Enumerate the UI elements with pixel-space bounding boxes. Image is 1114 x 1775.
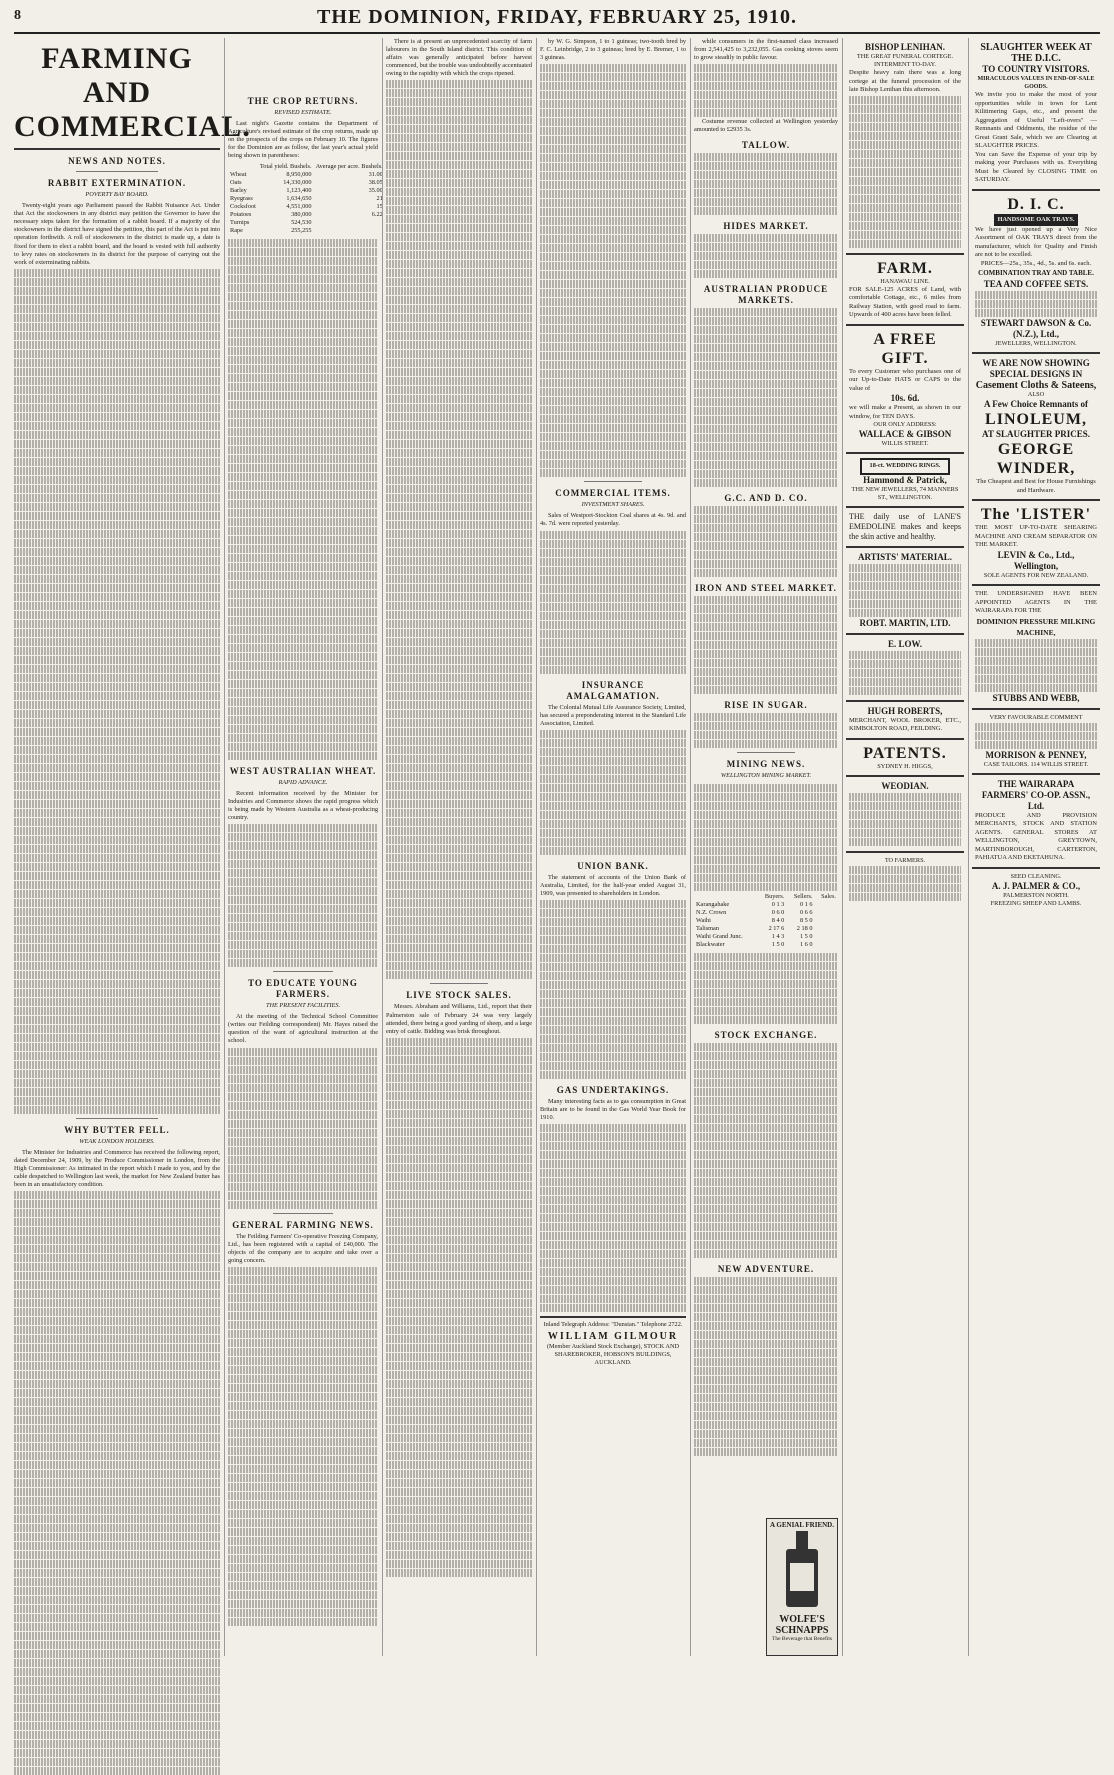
ad-heading: FARM. (877, 259, 933, 277)
ad-tagline: SOLE AGENTS FOR NEW ZEALAND. (983, 571, 1089, 579)
ad-subheading: TEA AND COFFEE SETS. (983, 279, 1089, 290)
table-row: Waihi 8 4 0 8 5 0 (696, 916, 813, 924)
ad-heading: BISHOP LENIHAN. (864, 42, 946, 52)
free-gift-advert (846, 326, 964, 455)
ad-tagline: The Beverage that Benefits (771, 1636, 833, 1642)
story-heading: RABBIT EXTERMINATION. (47, 178, 187, 188)
table-row: Ryegrass 1,634,650 21 (230, 194, 383, 202)
ad-text: We invite you to make the most of your opportunities while in town for Lent Kilitimering Gaps, etc., and present the Aggregation of Useful "Left-overs" — Remnants and Oddments, the residue of the Great Grant Sale, which we are Clearing at SLAUGHTER PRICES. (975, 91, 1097, 150)
winder-advert (972, 354, 1100, 501)
column-6 (846, 38, 964, 1656)
ad-street: WILLIS STREET. (881, 440, 929, 448)
ad-firm: ROBT. MARTIN, LTD. (859, 617, 951, 628)
story-text: Sales of Westport-Stockton Coal shares at 4s. 9d. and 4s. 7d. were reported yesterday. (540, 512, 686, 528)
story-subheading: WELLINGTON MINING MARKET. (720, 772, 812, 780)
ad-heading: ARTISTS' MATERIAL. (857, 551, 953, 562)
roberts-advert (846, 702, 964, 740)
column-4 (540, 38, 686, 1656)
column-7 (972, 38, 1100, 1656)
ad-subheading: INTERMENT TO-DAY. (874, 61, 936, 69)
story-text: At the meeting of the Technical School Committee (writes our Feilding correspondent) Mr. Hayes raised the question of the want of agricultural instruction at the school. (228, 1013, 378, 1045)
ad-telegraph: Inland Telegraph Address: "Dunstan." Telephone 2722. (543, 1321, 683, 1329)
ad-heading: THE WAIRARAPA FARMERS' CO-OP. ASSN., Ltd. (981, 778, 1091, 811)
column-3 (386, 38, 532, 1656)
dic-slaughter-advert (972, 38, 1100, 191)
ad-subheading: MIRACULOUS VALUES IN END-OF-SALE GOODS. (977, 76, 1095, 91)
farm-advert (846, 255, 964, 326)
story-subheading: THE PRESENT FACILITIES. (265, 1002, 341, 1010)
story-text: The Minister for Industries and Commerce has received the following report, dated December 24, 1909, by the Produce Commissioner in London, from the High Commissioner: As intimated in the report which I made to you, and by the cable despatched to Wellington last week, the market for New Zealand butter has been in an unsatisfactory condition. (14, 1148, 220, 1189)
patents-advert (846, 740, 964, 777)
story-heading: MINING NEWS. (726, 759, 806, 770)
ad-subheading: COMBINATION TRAY AND TABLE. (978, 269, 1094, 278)
ad-text: we will make a Present, as shown in our window, for TEN DAYS. (849, 404, 961, 420)
story-heading: TO EDUCATE YOUNG FARMERS. (248, 978, 358, 1000)
dic-logo: D. I. C. (1007, 195, 1065, 213)
farmers-advert (846, 853, 964, 906)
ad-text: You can Save the Expense of your trip by making your Purchases with us. Everything Must be Cleared by CLOSING TIME on SATURDAY. (975, 150, 1097, 184)
table-row: Oats 14,330,000 38.05 (230, 178, 383, 186)
ad-heading: VERY FAVOURABLE COMMENT (989, 713, 1083, 721)
story-heading: AUSTRALIAN PRODUCE MARKETS. (703, 284, 829, 306)
story-subheading: REVISED ESTIMATE. (274, 109, 332, 116)
ad-line: LINOLEUM, (985, 411, 1087, 429)
ad-firm: WALLACE & GIBSON (858, 429, 952, 440)
ad-heading: A FREE GIFT. (873, 330, 937, 367)
ad-heading: WOLFE'S SCHNAPPS (775, 1614, 829, 1636)
ad-firm: Hammond & Patrick, (863, 474, 947, 485)
ad-text: FOR SALE-125 ACRES of Land, with comfortable Cottage, etc., 6 miles from Railway Station, with good road to farm. Upwards of 400 acres have been felled. (849, 285, 961, 319)
story-text: by W. G. Simpson, 1 to 1 guineas; two-tooth bred by F. C. Leinbridge, 2 to 3 guineas; bred by E. Bremer, 1 to 3 guineas. (540, 38, 686, 62)
column-1 (14, 38, 251, 1656)
ad-heading: 18-ct. WEDDING RINGS. (860, 458, 951, 474)
table-row: Potatoes 380,000 6.22 (230, 210, 383, 218)
milking-machine-advert (972, 586, 1100, 710)
ad-heading: SLAUGHTER WEEK AT THE D.I.C. (980, 42, 1092, 64)
ad-heading: FREEZING SHEEP AND LAMBS. (990, 899, 1082, 907)
ad-city: JEWELLERS, WELLINGTON. (995, 340, 1077, 348)
story-text: The Colonial Mutual Life Assurance Society, Limited, has secured a preponderating interest in the Standard Life Association, Limited. (540, 703, 686, 727)
column-2 (228, 38, 383, 1656)
table-row: N.Z. Crown 0 6 0 0 6 6 (696, 908, 813, 916)
ad-line: A Few Choice Remnants of (984, 399, 1088, 410)
ad-prices: PRICES—25s., 35s., 4d., 5s. and 6s. each. (980, 259, 1092, 267)
story-text: Recent information received by the Minister for Industries and Commerce shows the rapid progress which is being made by Western Australia as a wheat-producing country. (228, 789, 378, 821)
table-row: Talisman 2 17 6 2 18 0 (696, 924, 813, 932)
ad-heading: HANDSOME OAK TRAYS. (994, 214, 1079, 226)
ad-text: THE UNDERSIGNED HAVE BEEN APPOINTED AGENTS IN THE WAIRARAPA FOR THE (975, 590, 1097, 615)
story-text: Last night's Gazette contains the Department of Agriculture's revised estimate of the crop returns, made up on the prospects of the crops on February 10. The figures for the Dominion are as follow, the last year's actual yield being shown in parentheses: (228, 120, 378, 160)
table-row: Turnips 524,530 (230, 218, 312, 226)
masthead (14, 6, 1100, 34)
morrison-advert (972, 710, 1100, 775)
story-heading: STOCK EXCHANGE. (714, 1029, 818, 1040)
story-heading: GAS UNDERTAKINGS. (556, 1085, 670, 1096)
section-title: FARMING AND COMMERCIAL. (14, 42, 220, 150)
ad-heading: TO FARMERS. (884, 856, 926, 864)
ad-role: (Member Auckland Stock Exchange), STOCK AND SHAREBROKER, HOBSON'S BUILDINGS, AUCKLAND. (546, 1342, 680, 1366)
lenihan-notice (846, 38, 964, 255)
wairarapa-advert (972, 775, 1100, 869)
mining-table (694, 893, 838, 949)
story-heading: UNION BANK. (577, 860, 649, 871)
story-subheading: POVERTY BAY BOARD. (85, 191, 149, 198)
ad-firm: LEVIN & Co., Ltd., Wellington, (997, 549, 1075, 571)
story-heading: THE CROP RETURNS. (247, 96, 359, 106)
story-text: Costume revenue collected at Wellington yesterday amounted to £2935 3s. (694, 118, 838, 134)
table-header-row: Buyers. Sellers. Sales. (764, 892, 836, 900)
ad-heading: The 'LISTER' (980, 506, 1092, 524)
ad-text: Despite heavy rain there was a long cortege at the funeral procession of the late Bishop Lenihan this afternoon. (849, 69, 961, 94)
story-text: Twenty-eight years ago Parliament passed the Rabbit Nuisance Act. Under that Act the stockowners in any district may petition the Governor to have the necessary steps taken for the formation of a rabbit board. If a majority of the stockowners in the district have signed the petition, this part of the Act is put into operation forthwith. A roll of stockowners in the district is made up, a date is fixed for them to elect a rabbit board, and the board is vested with full authority to levy rates on stockowners in its district for the purpose of carrying out the work of exterminating rabbits. (14, 202, 220, 266)
ad-tagline: The Cheapest and Best for House Furnishings and Hardware. (976, 478, 1096, 494)
newspaper-title: THE DOMINION, FRIDAY, FEBRUARY 25, 1910. (317, 6, 797, 28)
table-row: Blackwater 1 5 0 1 6 0 (696, 940, 813, 948)
ad-line: ALSO (1027, 391, 1045, 399)
table-row: Cocksfoot 4,551,000 15 (230, 202, 383, 210)
schnapps-advert (766, 1518, 838, 1656)
story-heading: COMMERCIAL ITEMS. (555, 488, 671, 499)
crop-table (228, 163, 385, 235)
palmer-advert (972, 869, 1100, 912)
story-text: Many interesting facts as to gas consumption in Great Britain are to be found in the Gas World Year Book for 1910. (540, 1098, 686, 1122)
ad-firm: GEORGE WINDER, (996, 441, 1076, 478)
ad-firm: A. J. PALMER & CO., (991, 880, 1081, 891)
story-text: There is at present an unprecedented scarcity of farm labourers in the South Island district. This condition of affairs was generally anticipated before harvest commenced, but the trouble was undoubtedly accentuated owing to the rapidity with which the crops ripened. (386, 38, 533, 78)
ad-subheading: CASE TAILORS. 114 WILLIS STREET. (983, 760, 1089, 768)
story-subheading: INVESTMENT SHARES. (581, 501, 645, 509)
table-row: Karangahake 0 1 3 0 1 6 (696, 900, 813, 908)
oak-trays-advert (972, 191, 1100, 355)
bottle-icon (778, 1529, 826, 1609)
ad-line: SPECIAL DESIGNS IN (989, 369, 1083, 380)
ad-heading: PATENTS. (863, 744, 947, 762)
ad-text: MERCHANT, WOOL BROKER, ETC., KIMBOLTON ROAD, FEILDING. (849, 716, 961, 733)
ad-city: PALMERSTON NORTH. (1003, 891, 1069, 899)
story-heading: NEW ADVENTURE. (717, 1263, 815, 1274)
page-number: 8 (14, 8, 21, 23)
ad-firm: MORRISON & PENNEY, (985, 749, 1087, 760)
story-heading: LIVE STOCK SALES. (406, 990, 512, 1001)
table-row: Barley 1,123,400 35.00 (230, 186, 383, 194)
story-heading: GENERAL FARMING NEWS. (232, 1219, 374, 1230)
lister-advert (972, 501, 1100, 586)
story-heading: WHY BUTTER FELL. (64, 1124, 170, 1135)
story-heading: TALLOW. (741, 140, 791, 151)
story-heading: IRON AND STEEL MARKET. (695, 583, 837, 594)
table-row: Rape 255,255 (230, 226, 312, 234)
story-heading: HIDES MARKET. (723, 221, 809, 232)
ad-firm: SYDNEY H. HIGGS, (877, 762, 933, 770)
ad-subheading: THE GREAT FUNERAL CORTEGE. (856, 53, 954, 60)
story-text: The statement of accounts of the Union Bank of Australia, Limited, for the half-year ended August 31, 1909, was presented to shareholders in London. (540, 873, 686, 898)
ad-heading: E. LOW. (888, 638, 922, 649)
ad-line: AT SLAUGHTER PRICES. (982, 429, 1090, 440)
wedding-rings-advert (846, 454, 964, 507)
story-heading: G.C. AND D. CO. (724, 493, 808, 504)
gilmour-advert (540, 1316, 686, 1366)
ad-text: PRODUCE AND PROVISION MERCHANTS, STOCK AND STATION AGENTS. GENERAL STORES AT WELLINGTON, GREYTOWN, MARTINBOROUGH, CARTERTON, PAHIATUA AND EKETAHUNA. (975, 811, 1097, 862)
story-text: The Feilding Farmers' Co-operative Freezing Company, Ltd., has been registered with a capital of £40,000. The objects of the company are to acquire and take over a going concern. (228, 1232, 378, 1264)
story-subheading: RAPID ADVANCE. (278, 778, 328, 786)
table-row: Wheat 8,950,000 31.00 (230, 170, 383, 178)
ad-subheading: TO COUNTRY VISITORS. (982, 64, 1090, 74)
story-heading: WEST AUSTRALIAN WHEAT. (229, 765, 377, 776)
ad-subheading: HANAWAU LINE. (880, 277, 930, 285)
ad-name: WILLIAM GILMOUR (547, 1330, 679, 1342)
ad-line: Casement Cloths & Sateens, (975, 380, 1097, 392)
ad-subheading: A GENIAL FRIEND. (770, 1521, 834, 1529)
ad-text: THE NEW JEWELLERS, 74 MANNERS ST., WELLINGTON. (851, 485, 959, 501)
ad-heading: WEODIAN. (881, 780, 929, 791)
artists-material-advert (846, 548, 964, 635)
ad-text: To every Customer who purchases one of our Up-to-Date HATS or CAPS to the value of (849, 367, 961, 392)
news-heading: NEWS AND NOTES. (68, 156, 166, 166)
low-advert (846, 635, 964, 702)
ad-value: 10s. 6d. (890, 393, 920, 404)
table-header-row: Total yield. Bushels. Average per acre. Bushels. (259, 162, 383, 170)
story-heading: RISE IN SUGAR. (724, 700, 808, 711)
ad-heading: SEED CLEANING. (1010, 872, 1062, 880)
ad-firm: STUBBS AND WEBB, (992, 692, 1080, 703)
ad-firm: STEWART DAWSON & Co. (N.Z.), Ltd., (980, 318, 1092, 340)
emedoline-advert (846, 508, 964, 548)
table-row: Waihi Grand Junc. 1 4 3 1 5 0 (696, 932, 813, 940)
ad-firm: HUGH ROBERTS, (867, 705, 943, 716)
ad-text: We have just opened up a Very Nice Assortment of OAK TRAYS direct from the manufacturer, which for Quality and Finish are not to be excelled. (975, 225, 1097, 259)
column-5 (694, 38, 838, 1656)
story-text: Messrs. Abraham and Williams, Ltd., report that their Palmerston sale of February 24 was very largely attended, there being a good yarding of sheep, and a large entry of cattle. Bidding was brisk throughout. (386, 1003, 532, 1035)
ad-line: WE ARE NOW SHOWING (982, 358, 1090, 369)
ad-heading: DOMINION PRESSURE MILKING MACHINE, (976, 616, 1096, 637)
ad-text: THE daily use of LANE'S EMEDOLINE makes and keeps the skin active and healthy. (849, 511, 961, 541)
ad-text: THE MOST UP-TO-DATE SHEARING MACHINE AND CREAM SEPARATOR ON THE MARKET. (975, 524, 1097, 549)
story-text: while consumers in the first-named class increased from 2,541,425 to 3,232,055. Gas cooking stoves seem to grow steadily in public favour. (694, 38, 838, 62)
story-subheading: WEAK LONDON HOLDERS. (79, 1137, 155, 1145)
weodian-advert (846, 777, 964, 853)
story-heading: INSURANCE AMALGAMATION. (566, 679, 660, 701)
ad-address: OUR ONLY ADDRESS: (873, 421, 937, 429)
